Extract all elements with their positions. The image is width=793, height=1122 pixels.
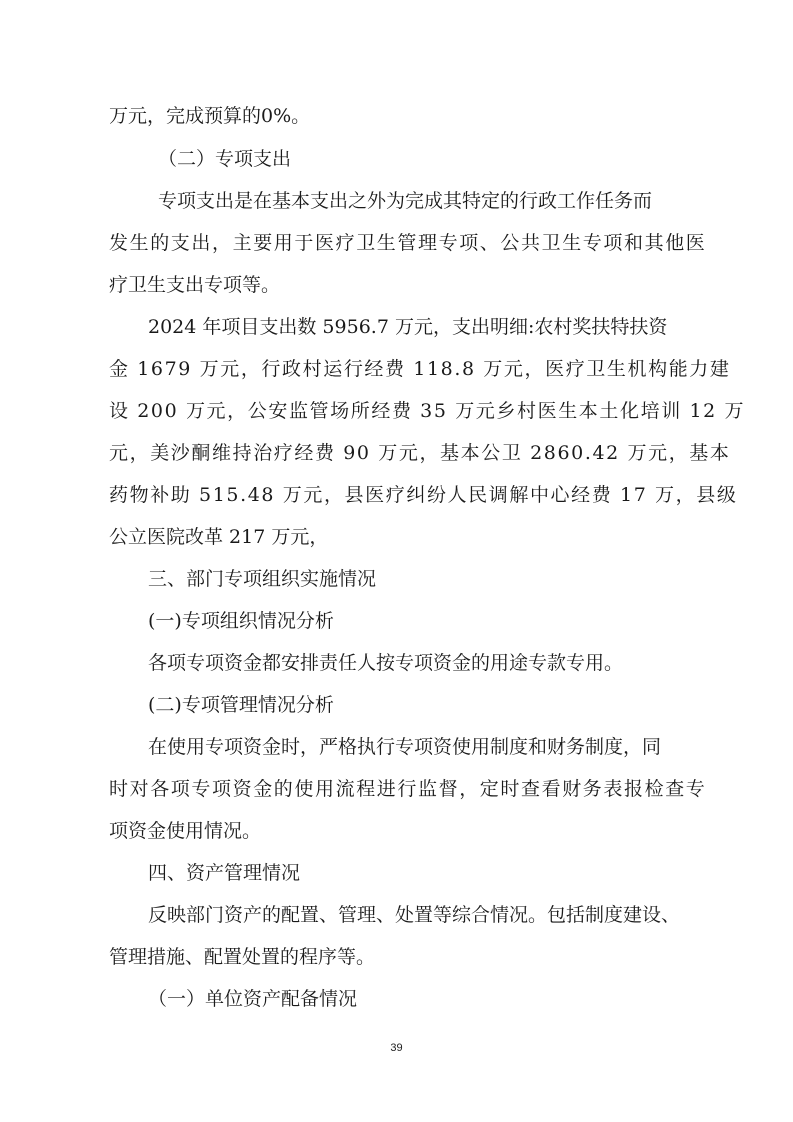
text-line: 时对各项专项资金的使用流程进行监督，定时查看财务表报检查专 — [109, 778, 707, 800]
subsection-heading: (一)专项组织情况分析 — [148, 610, 334, 632]
text-line: 反映部门资产的配置、管理、处置等综合情况。包括制度建设、 — [148, 904, 681, 926]
section-heading: （二）专项支出 — [158, 148, 292, 170]
text-line: 2024 年项目支出数 5956.7 万元，支出明细:农村奖扶特扶资 — [148, 316, 668, 338]
text-line: 金 1679 万元，行政村运行经费 118.8 万元，医疗卫生机构能力建 — [109, 358, 731, 380]
subsection-heading: (二)专项管理情况分析 — [148, 694, 334, 716]
text-line: 管理措施、配置处置的程序等。 — [109, 946, 376, 968]
text-line: 元，美沙酮维持治疗经费 90 万元，基本公卫 2860.42 万元，基本 — [109, 442, 731, 464]
section-heading: 三、部门专项组织实施情况 — [148, 568, 377, 590]
text-line: 项资金使用情况。 — [109, 820, 262, 842]
text-line: 专项支出是在基本支出之外为完成其特定的行政工作任务而 — [158, 190, 653, 212]
text-line: 发生的支出，主要用于医疗卫生管理专项、公共卫生专项和其他医 — [109, 232, 707, 254]
section-heading: 四、资产管理情况 — [148, 862, 301, 884]
text-line: 疗卫生支出专项等。 — [109, 274, 281, 296]
page-number: 39 — [390, 1042, 403, 1054]
text-line: 药物补助 515.48 万元，县医疗纠纷人民调解中心经费 17 万，县级 — [109, 484, 738, 506]
text-line: 在使用专项资金时，严格执行专项资使用制度和财务制度，同 — [148, 736, 662, 758]
text-line: 设 200 万元，公安监管场所经费 35 万元乡村医生本土化培训 12 万 — [109, 400, 746, 422]
subsection-heading: （一）单位资产配备情况 — [148, 988, 358, 1010]
text-line: 公立医院改革 217 万元， — [109, 526, 329, 548]
text-line: 各项专项资金都安排责任人按专项资金的用途专款专用。 — [148, 652, 624, 674]
text-line: 万元，完成预算的0%。 — [109, 105, 311, 127]
